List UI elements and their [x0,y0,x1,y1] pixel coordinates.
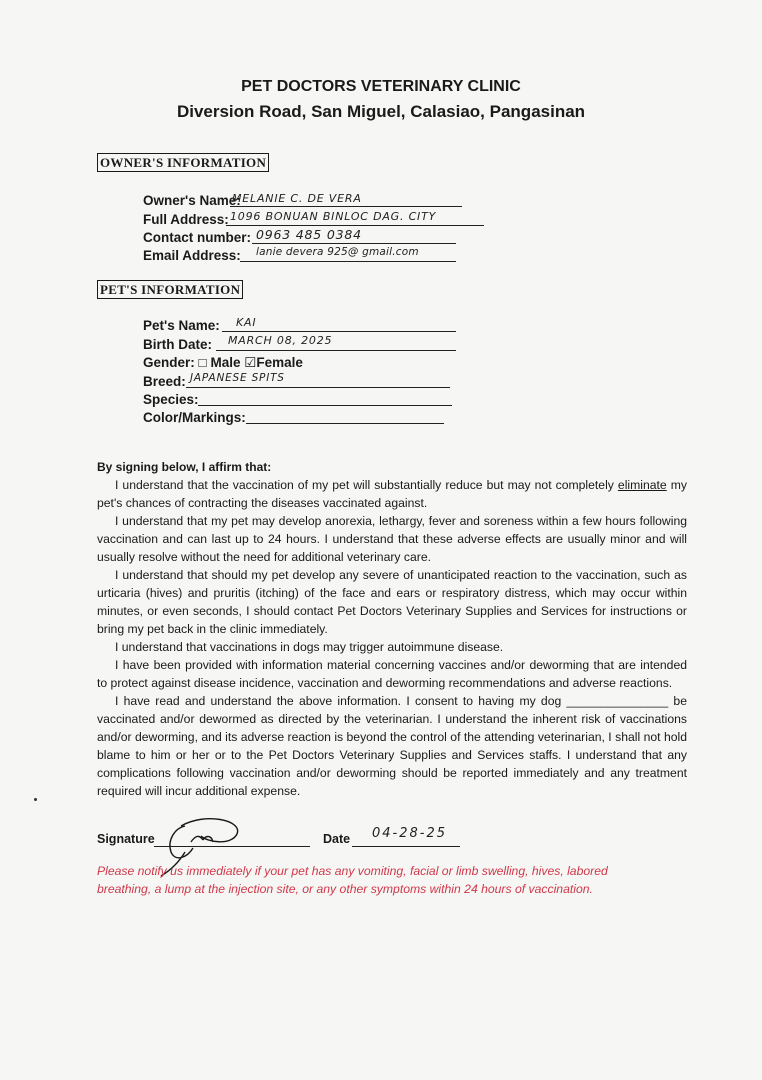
owner-name-label: Owner's Name: [143,193,241,208]
notice-text: Please notify us immediately if your pet has any vomiting, facial or limb swelling, hives, labored breathing, a lump at the injection site, or any other symptoms within 24 hours of vaccination. [97,864,608,896]
consent-paragraph-1: I understand that the vaccination of my pet will substantially reduce but may not completely eliminate my pet's chances of contracting the diseases vaccinated against. [97,478,687,510]
signature-label: Signature [97,832,155,846]
date-value[interactable]: 04-28-25 [372,826,448,841]
owner-email-line [240,261,456,262]
owner-address-line [226,225,484,226]
species-label: Species: [143,392,199,407]
owner-email-value[interactable]: lanie devera 925@ gmail.com [256,246,419,258]
pet-section-title: PET'S INFORMATION [97,280,243,299]
gender-label: Gender: [143,355,195,370]
owner-section-title: OWNER'S INFORMATION [97,153,269,172]
consent-paragraph-3: I understand that should my pet develop any severe of unanticipated reaction to the vaccination, such as urticaria (hives) and pruritis (itching) of the face and ears or respiratory distress, which may occur within minutes, or even seconds, I should contact Pet Doctors Veterinary Supplies and Services for instructions or bring my pet back in the clinic immediately. [97,568,687,636]
clinic-address: Diversion Road, San Miguel, Calasiao, Pangasinan [176,102,586,121]
consent-paragraph-5: I have been provided with information material concerning vaccines and/or deworming that are intended to protect against disease incidence, vaccination and deworming recommendations and adverse reactions. [97,658,687,690]
pet-name-line [222,331,456,332]
breed-value[interactable]: JAPANESE SPITS [190,372,285,384]
color-line [246,423,444,424]
birth-date-label: Birth Date: [143,337,213,352]
date-line[interactable] [352,846,460,847]
owner-name-value[interactable]: MELANIE C. DE VERA [232,192,362,205]
consent-text [97,458,687,800]
gender-female-label: Female [256,355,303,370]
owner-contact-value[interactable]: 0963 485 0384 [256,227,362,242]
birth-date-line [216,350,456,351]
species-line [198,405,452,406]
clinic-name: PET DOCTORS VETERINARY CLINIC [241,78,521,95]
consent-paragraph-6: I have read and understand the above information. I consent to having my dog _______________ be vaccinated and/or dewormed as directed by the veterinarian. I understand the inherent risk of vaccinations and/or deworming, and its adverse reaction is beyond the control of the attending veterinarian, I shall not hold blame to him or her or to the Pet Doctors Veterinary Supplies and Services staffs. I understand that any complications following vaccination and/or deworming should be reported immediately and any treatment required will incur additional expense. [97,694,687,798]
consent-paragraph-2: I understand that my pet may develop anorexia, lethargy, fever and soreness within a few hours following vaccination and can last up to 24 hours. I understand that these adverse effects are usually minor and will usually resolve without the need for additional veterinary care. [97,514,687,564]
pet-name-label: Pet's Name: [143,318,220,333]
owner-contact-label: Contact number: [143,230,251,245]
gender-row [143,355,303,371]
owner-address-value[interactable]: 1096 BONUAN BINLOC DAG. CITY [230,210,437,223]
breed-line [186,387,450,388]
color-label: Color/Markings: [143,410,246,425]
owner-address-label: Full Address: [143,212,229,227]
gender-female-checkbox[interactable]: ☑ [244,355,257,370]
gender-male-checkbox[interactable]: □ [198,355,207,370]
owner-name-line [230,206,462,207]
pet-name-value[interactable]: KAI [236,316,257,329]
consent-heading: By signing below, I affirm that: [97,460,272,474]
date-label: Date [323,832,351,846]
birth-date-value[interactable]: MARCH 08, 2025 [228,334,333,347]
consent-paragraph-4: I understand that vaccinations in dogs may trigger autoimmune disease. [115,640,504,654]
owner-contact-line [252,243,456,244]
gender-male-label: Male [210,355,241,370]
scan-speck [34,798,37,801]
owner-email-label: Email Address: [143,248,241,263]
breed-label: Breed: [143,374,186,389]
